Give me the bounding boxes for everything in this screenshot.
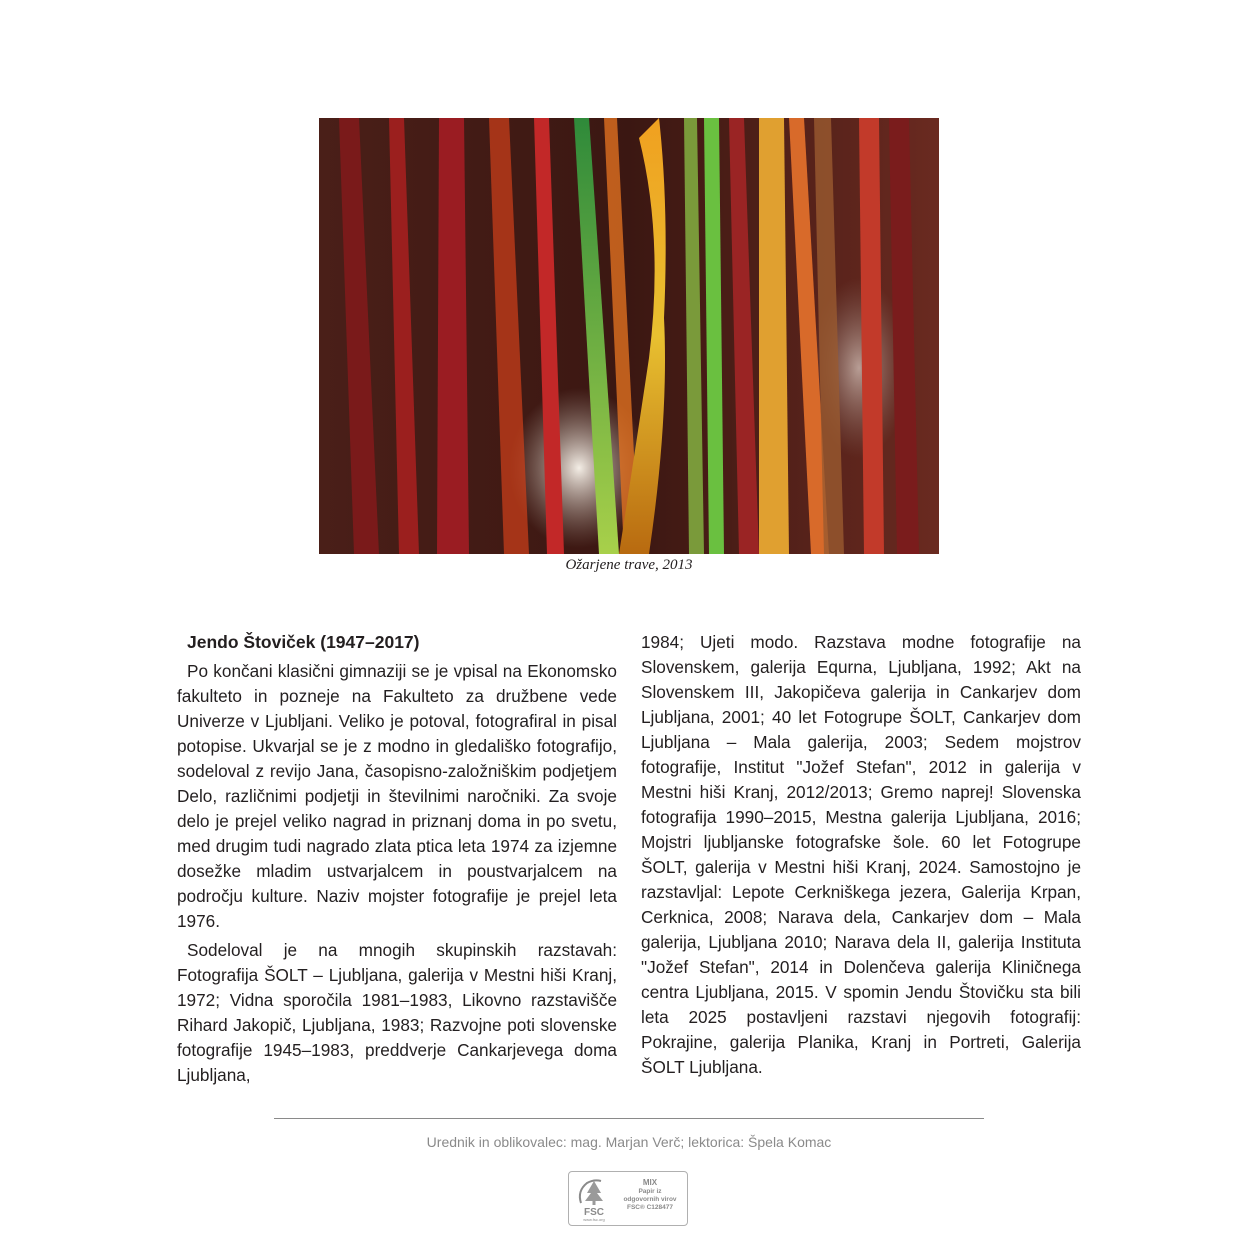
fsc-line-2: odgovornih virov [623,1196,677,1203]
text-column-left [177,630,617,1088]
fsc-line-1: Papir iz [638,1188,662,1195]
text-column-right [641,630,1081,1080]
biography-paragraph: Po končani klasični gimnaziji se je vpisal na Ekonomsko fakulteto in pozneje na Fakulteto za družbene vede Univerze v Ljubljani. Veliko je potoval, fotografiral in pisal potopise. Ukvarjal se je z modno in gledališko fotografijo, sodeloval z revijo Jana, časopisno-založniškim podjetjem Delo, različnimi podjetji in številnimi naročniki. Za svoje delo je prejel veliko nagrad in priznanj doma in po svetu, med drugim tudi nagrado zlata ptica leta 1974 za izjemne dosežke mladim ustvarjalcem in poustvarjalcem na področju kulture. Naziv mojster fotografije je prejel leta 1976. [177,661,617,931]
fsc-tree-icon [573,1175,615,1223]
fsc-logo-url: www.fsc.org [583,1217,605,1222]
exhibitions-continued-paragraph: 1984; Ujeti modo. Razstava modne fotografije na Slovenskem, galerija Equrna, Ljubljana, 1992; Akt na Slovenskem III, Jakopičeva galerija in Cankarjev dom Ljubljana, 2001; 40 let Fotogrupe ŠOLT, Cankarjev dom Ljubljana – Mala galerija, 2003; Sedem mojstrov fotografije, Institut "Jožef Stefan", 2012 in galerija v Mestni hiši Kranj, 2012/2013; Gremo naprej! Slovenska fotografija 1990–2015, Mestna galerija Ljubljana, 2016; Mojstri ljubljanske fotografske šole. 60 let Fotogrupe ŠOLT, galerija v Mestni hiši Kranj, 2024. Samostojno je razstavljal: Lepote Cerkniškega jezera, Galerija Krpan, Cerknica, 2008; Narava dela, Cankarjev dom – Mala galerija, Ljubljana 2010; Narava dela II, galerija Instituta "Jožef Stefan", 2014 in Dolenčeva galerija Kliničnega centra Ljubljana, 2015. V spomin Jendu Štovičku sta bili leta 2025 postavljeni razstavi njegovih fotografij: Pokrajine, galerija Planika, Kranj in Portreti, Galerija ŠOLT Ljubljana. [641,632,1081,1077]
grass-image [319,118,939,554]
article-heading: Jendo Štoviček (1947–2017) [187,632,420,652]
fsc-logo-text: FSC [584,1207,604,1218]
fsc-mix-label: MIX [642,1178,658,1187]
exhibitions-paragraph: Sodeloval je na mnogih skupinskih razstavah: Fotografija ŠOLT – Ljubljana, galerija v Mestni hiši Kranj, 1972; Vidna sporočila 1981–1983, Likovno razstavišče Rihard Jakopič, Ljubljana, 1983; Razvojne poti slovenske fotografije 1945–1983, preddverje Cankarjevega doma Ljubljana, [177,940,617,1085]
fsc-certification-badge [568,1171,688,1226]
fsc-code: FSC® C128477 [627,1204,673,1211]
footer-divider [274,1118,984,1119]
editorial-credits: Urednik in oblikovalec: mag. Marjan Verč; lektorica: Špela Komac [426,1134,832,1150]
photo-caption: Ožarjene trave, 2013 [565,557,693,573]
photograph-grasses [319,118,939,554]
fsc-label [615,1178,685,1212]
